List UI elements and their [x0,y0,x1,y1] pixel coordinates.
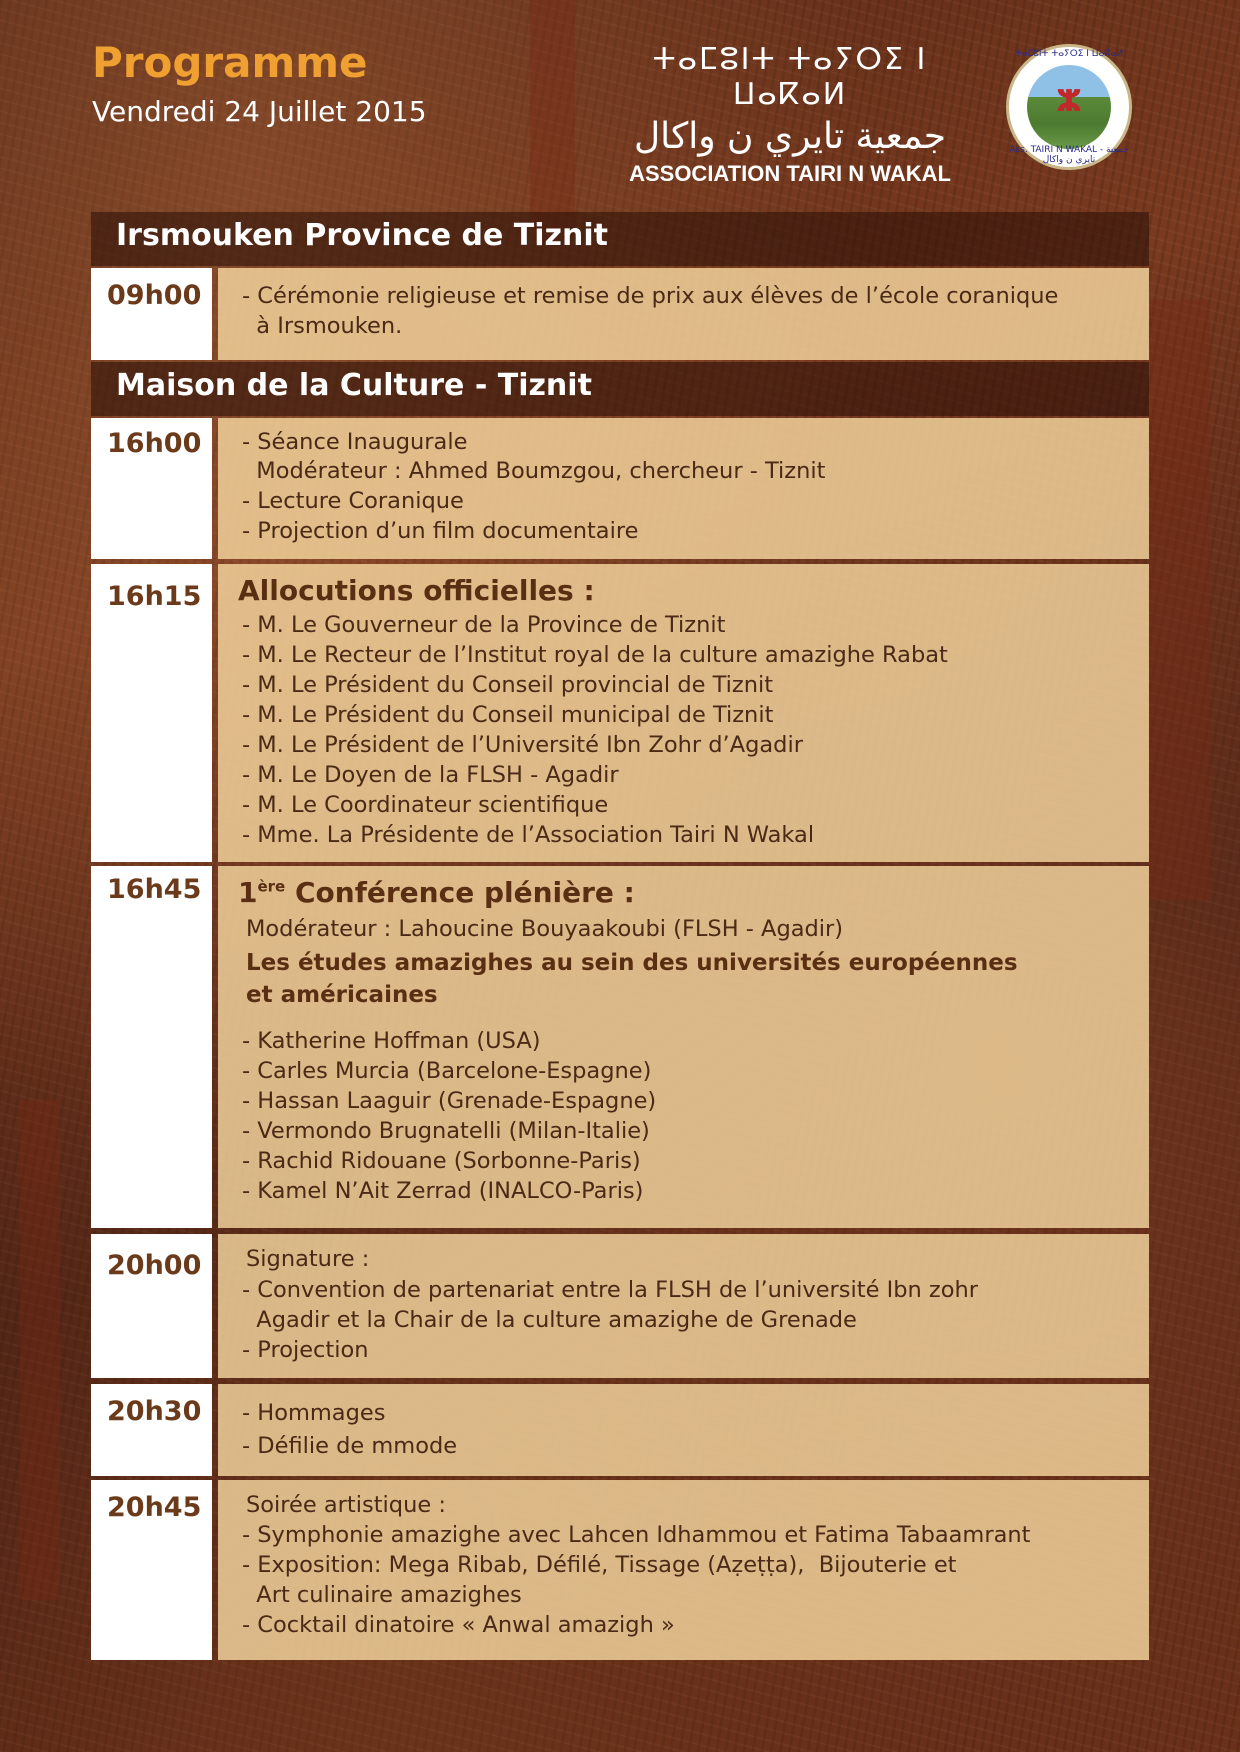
event-details [218,564,1149,862]
event-heading: 1ère Conférence plénière : [238,876,635,909]
event-line: - Projection [242,1337,369,1363]
association-name-tifinagh: ⵜⴰⵎⵓⵏⵜ ⵜⴰⵢⵔⵉ ⵏ ⵡⴰⴽⴰⵍ [652,42,928,112]
logo-landscape-image [1027,65,1111,149]
event-line: - Cérémonie religieuse et remise de prix aux élèves de l’école coranique [242,283,1059,309]
logo-text-bottom: Ass. TAIRI N WAKAL - جمعية تايري ن واكال [1009,145,1129,165]
event-line: - Mme. La Présidente de l’Association Tairi N Wakal [242,822,815,848]
event-time: 16h00 [91,418,212,559]
event-details [218,268,1149,360]
event-line: - Hommages [242,1400,386,1426]
event-line: - Cocktail dinatoire « Anwal amazigh » [242,1612,675,1638]
event-line: à Irsmouken. [242,313,403,339]
event-details [218,1234,1149,1378]
event-line: Art culinaire amazighes [242,1582,522,1608]
background-pattern-band [1150,300,1210,900]
event-line: Modérateur : Ahmed Boumzgou, chercheur - Tiznit [242,458,826,484]
event-line: - Projection d’un film documentaire [242,518,639,544]
event-line: - M. Le Gouverneur de la Province de Tiznit [242,612,726,638]
logo-text-top: ⵜⴰⵎⵓⵏⵜ ⵜⴰⵢⵔⵉ ⵏ ⵡⴰⴽⴰⵍ [1014,49,1124,59]
event-line: - M. Le Président du Conseil provincial de Tiznit [242,672,774,698]
section-title: Irsmouken Province de Tiznit [116,218,608,253]
background-pattern-band [530,0,575,230]
event-line: - Lecture Coranique [242,488,464,514]
event-line: - Séance Inaugurale [242,429,468,455]
event-details [218,1480,1149,1660]
association-logo [1006,44,1132,170]
event-line: - Convention de partenariat entre la FLSH de l’université Ibn zohr [242,1277,979,1303]
association-branding [600,42,980,187]
event-details [218,1384,1149,1476]
section-title: Maison de la Culture - Tiznit [116,368,592,403]
conference-theme: Les études amazighes au sein des universités européennes [246,950,1018,976]
moderator-line: Modérateur : Lahoucine Bouyaakoubi (FLSH - Agadir) [246,916,844,942]
event-line: - M. Le Recteur de l’Institut royal de la culture amazighe Rabat [242,642,948,668]
event-time: 20h30 [91,1384,212,1476]
event-line: - M. Le Doyen de la FLSH - Agadir [242,762,619,788]
event-time: 16h45 [91,866,212,1228]
speaker-line: - Rachid Ridouane (Sorbonne-Paris) [242,1148,641,1174]
event-details [218,866,1149,1228]
event-line: - M. Le Coordinateur scientifique [242,792,609,818]
event-line: - Défilie de mmode [242,1433,458,1459]
event-line: - Symphonie amazighe avec Lahcen Idhammou et Fatima Tabaamrant [242,1522,1031,1548]
event-line: - M. Le Président du Conseil municipal de Tiznit [242,702,774,728]
event-details [218,418,1149,559]
speaker-line: - Katherine Hoffman (USA) [242,1028,541,1054]
event-time: 20h00 [91,1234,212,1378]
yaz-symbol-icon: ⵣ [1056,84,1082,119]
event-line: Soirée artistique : [246,1492,446,1518]
conference-theme: et américaines [246,982,438,1008]
section-header-maison-culture [91,362,1149,416]
section-header-irsmouken [91,212,1149,266]
event-line: Agadir et la Chair de la culture amazighe de Grenade [242,1307,857,1333]
event-time: 09h00 [91,268,212,360]
speaker-line: - Vermondo Brugnatelli (Milan-Italie) [242,1118,650,1144]
event-line: - M. Le Président de l’Université Ibn Zohr d’Agadir [242,732,803,758]
speaker-line: - Hassan Laaguir (Grenade-Espagne) [242,1088,657,1114]
event-time: 16h15 [91,564,212,862]
speaker-line: - Carles Murcia (Barcelone-Espagne) [242,1058,652,1084]
page-title: Programme [92,38,368,87]
event-date: Vendredi 24 Juillet 2015 [92,95,427,128]
event-line: - Exposition: Mega Ribab, Défilé, Tissage (Aẓeṭṭa), Bijouterie et [242,1552,957,1578]
event-heading: Allocutions officielles : [238,574,595,607]
event-line: Signature : [246,1246,370,1272]
association-name-arabic: جمعية تايري ن واكال [633,116,947,157]
background-pattern-band [20,1100,60,1600]
association-name: ASSOCIATION TAIRI N WAKAL [629,161,951,186]
event-time: 20h45 [91,1480,212,1660]
speaker-line: - Kamel N’Ait Zerrad (INALCO-Paris) [242,1178,644,1204]
